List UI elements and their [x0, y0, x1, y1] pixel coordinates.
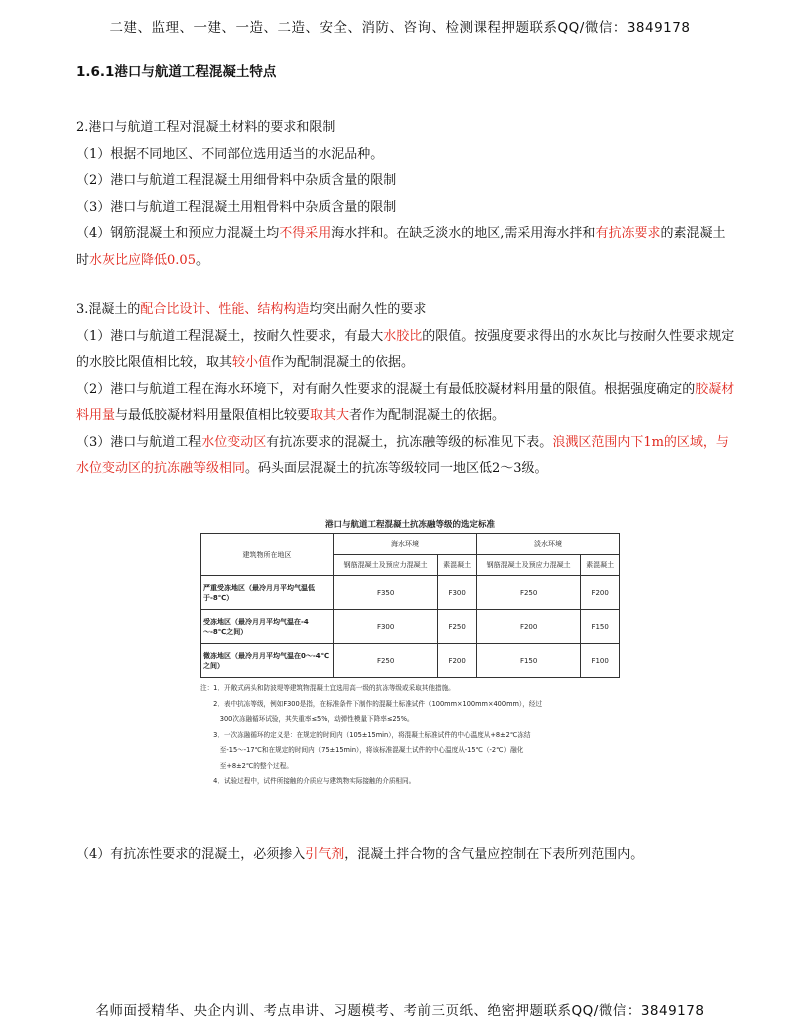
- highlight: 取其大: [310, 408, 350, 423]
- cell: F200: [581, 576, 620, 610]
- frost-grade-table-figure: [200, 518, 620, 794]
- table-note: 至+8±2℃的整个过程。: [200, 761, 293, 770]
- cell: F150: [476, 644, 580, 678]
- header-region: 建筑物所在地区: [201, 534, 334, 576]
- header-fresh: 淡水环境: [476, 534, 619, 555]
- header-rc: 钢筋混凝土及预应力混凝土: [476, 555, 580, 576]
- table-row: [201, 610, 620, 644]
- section-3-title: 3.混凝土的配合比设计、性能、结构构造均突出耐久性的要求: [76, 302, 427, 317]
- table-row: [201, 644, 620, 678]
- cell: F150: [581, 610, 620, 644]
- footer-ad: 名师面授精华、央企内训、考点串讲、习题模考、考前三页纸、绝密押题联系QQ/微信：3849178: [95, 1003, 705, 1019]
- item-3-4: （4）有抗冻性要求的混凝土，必须掺入引气剂，混凝土拌合物的含气量应控制在下表所列范围内。: [76, 847, 644, 862]
- header-rc: 钢筋混凝土及预应力混凝土: [334, 555, 438, 576]
- section-2: [76, 115, 738, 274]
- highlight: 水位变动区: [201, 434, 267, 450]
- highlight: 配合比设计、性能、结构构造: [140, 302, 310, 317]
- highlight: 不得采用: [279, 226, 332, 241]
- header-ad: 二建、监理、一建、一造、二造、安全、消防、咨询、检测课程押题联系QQ/微信：3849178: [109, 20, 691, 36]
- table-note: 至-15～-17℃和在规定的时间内（75±15min），将该标准混凝土试件的中心温度从-15℃（-2℃）融化: [200, 746, 524, 754]
- section-3-item-4: [76, 842, 738, 869]
- frost-grade-table: [200, 533, 620, 678]
- table-notes: [200, 681, 620, 790]
- item-3-2: （2）港口与航道工程在海水环境下，对有耐久性要求的混凝土有最低胶凝材料用量的限值。根据强度确定的胶凝材料用量与最低胶凝材料用量限值相比较要取其大者作为配制混凝土的依据。: [76, 381, 735, 423]
- highlight: 有抗冻要求: [595, 226, 661, 241]
- highlight: 较小值: [232, 355, 272, 370]
- row-region: 受冻地区（最冷月月平均气温在-4～-8℃之间）: [201, 610, 334, 644]
- table-note: 300次冻融循环试验，其失重率≤5%，动弹性模量下降率≤25%。: [200, 715, 414, 723]
- cell: F300: [438, 576, 477, 610]
- highlight: 引气剂: [305, 847, 345, 862]
- section-2-title: 2.港口与航道工程对混凝土材料的要求和限制: [76, 120, 336, 135]
- item-2-3: （3）港口与航道工程混凝土用粗骨料中杂质含量的限制: [76, 199, 397, 215]
- cell: F250: [438, 610, 477, 644]
- table-note: 3．一次冻融循环的定义是：在规定的时间内（105±15min），将混凝土标准试件的中心温度从+8±2℃冻结: [200, 730, 531, 739]
- highlight: 水胶比: [383, 328, 423, 344]
- section-title: 1.6.1港口与航道工程混凝土特点: [76, 64, 277, 80]
- cell: F250: [476, 576, 580, 610]
- cell: F350: [334, 576, 438, 610]
- table-note: 4．试验过程中，试件所接触的介质应与建筑物实际接触的介质相同。: [200, 777, 416, 785]
- cell: F200: [438, 644, 477, 678]
- item-3-1: （1）港口与航道工程混凝土，按耐久性要求，有最大水胶比的限值。按强度要求得出的水灰比与按耐久性要求规定的水胶比限值相比较，取其较小值作为配制混凝土的依据。: [76, 328, 735, 370]
- header-plain: 素混凝土: [438, 555, 477, 576]
- table-title: 港口与航道工程混凝土抗冻融等级的选定标准: [324, 520, 495, 530]
- cell: F300: [334, 610, 438, 644]
- row-region: 微冻地区（最冷月月平均气温在0～-4℃之间）: [201, 644, 334, 678]
- item-2-4: （4）钢筋混凝土和预应力混凝土均不得采用海水拌和。在缺乏淡水的地区,需采用海水拌和有抗冻要求的素混凝土时水灰比应降低0.05。: [76, 226, 726, 268]
- row-region: 严重受冻地区（最冷月月平均气温低于-8℃）: [201, 576, 334, 610]
- item-2-1: （1）根据不同地区、不同部位选用适当的水泥品种。: [76, 146, 384, 162]
- cell: F200: [476, 610, 580, 644]
- section-3: [76, 297, 738, 483]
- cell: F250: [334, 644, 438, 678]
- header-sea: 海水环境: [334, 534, 477, 555]
- highlight: 胶凝材料用量: [76, 381, 735, 423]
- table-row: [201, 576, 620, 610]
- header-plain: 素混凝土: [581, 555, 620, 576]
- table-note: 2．表中抗冻等级，例如F300是指，在标准条件下制作的混凝土标准试件（100mm×100mm×400mm），经过: [200, 699, 542, 708]
- item-2-2: （2）港口与航道工程混凝土用细骨料中杂质含量的限制: [76, 173, 397, 188]
- item-3-3: （3）港口与航道工程水位变动区有抗冻要求的混凝土，抗冻融等级的标准见下表。浪溅区范围内下1m的区域，与水位变动区的抗冻融等级相同。码头面层混凝土的抗冻等级较同一地区低2～3级。: [76, 434, 729, 476]
- highlight: 水灰比应降低0.05: [89, 252, 196, 268]
- highlight: 浪溅区范围内下1m的区域，与水位变动区的抗冻融等级相同: [76, 434, 729, 476]
- table-note: 注：1．开敞式码头和防波堤等建筑物混凝土宜选用高一级的抗冻等级或采取其他措施。: [200, 684, 455, 692]
- cell: F100: [581, 644, 620, 678]
